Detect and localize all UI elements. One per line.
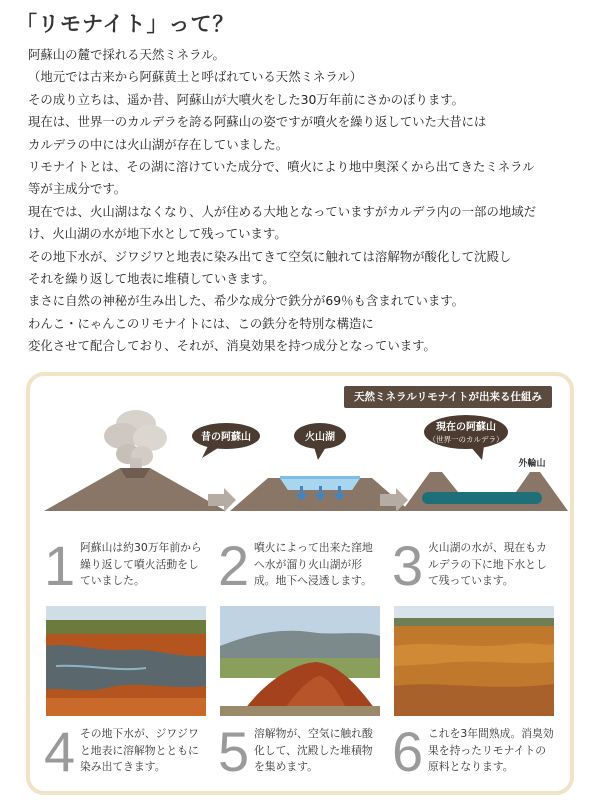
bubble-label-lake: 火山湖 [305,432,335,443]
intro-line: その地下水が、ジワジワと地表に染み出てきて空気に触れては溶解物が酸化して沈殿し [28,248,512,264]
step-2 [218,534,384,598]
intro-line: 等が主成分です。 [28,181,127,197]
photo-limonite-field [394,606,554,716]
current-caldera-illustration [402,472,568,511]
outer-rim-label: 外輪山 [518,459,546,469]
bubble-sublabel-current-aso: （世界一のカルデラ） [428,435,504,444]
intro-line: け、火山湖の水が地下水として残っています。 [28,226,287,242]
page-title: 「リモナイト」って？ [16,12,235,36]
photo-groundwater-seeping [46,606,206,716]
formation-panel [26,372,574,795]
step-text: 噴火によって出来た窪地へ水が溜り火山湖が形成。地下へ浸透します。 [254,541,373,587]
bubble-label-old-aso: 昔の阿蘇山 [201,432,251,443]
step-text: 阿蘇山は約30万年前から繰り返して噴火活動をしていました。 [80,541,202,587]
step-number: 1 [44,534,76,597]
intro-text [28,44,592,358]
step-text: これを3年間熟成。消臭効果を持ったリモナイトの原料となります。 [428,727,554,773]
intro-line: まさに自然の神秘が生み出した、希少な成分で鉄分が69％も含まれています。 [28,293,465,309]
intro-line: 現在では、火山湖はなくなり、人が住める大地となっていますがカルデラ内の一部の地域だ [28,203,537,219]
intro-line: （地元では古来から阿蘇黄土と呼ばれている天然ミネラル） [28,69,363,85]
intro-line: リモナイトとは、その湖に溶けていた成分で、噴火により地中奥深くから出てきたミネラル [28,159,535,175]
step-text: その地下水が、ジワジワと地表に溶解物とともに染み出てきます。 [80,727,199,773]
step-number: 3 [392,534,424,597]
intro-line: それを繰り返して地表に堆積していきます。 [28,271,275,287]
bubble-label-current-aso: 現在の阿蘇山 [436,422,496,433]
step-4 [44,720,210,784]
step-text: 火山湖の水が、現在もカルデラの下に地下水として残っています。 [428,541,547,587]
intro-line: カルデラの中には火山湖が存在していました。 [28,136,289,152]
intro-line: わんこ・にゃんこのリモナイトには、この鉄分を特別な構造に [28,315,374,331]
intro-line: 現在は、世界一のカルデラを誇る阿蘇山の姿ですが噴火を繰り返していた大昔には [28,114,487,130]
step-number: 4 [44,720,76,783]
step-1 [44,534,210,598]
panel-badge: 天然ミネラルリモナイトが出来る仕組み [344,386,552,408]
step-number: 2 [218,534,250,597]
intro-line: 変化させて配合しており、それが、消臭効果を持つ成分となっています。 [28,338,436,354]
intro-line: その成り立ちは、遥か昔、阿蘇山が大噴火をした30万年前にさかのぼります。 [28,91,465,107]
step-number: 6 [392,720,424,783]
intro-line: 阿蘇山の麓で採れる天然ミネラル。 [28,47,225,62]
step-number: 5 [218,720,250,783]
step-5 [218,720,384,784]
erupting-volcano-illustration [44,410,226,511]
step-text: 溶解物が、空気に触れ酸化して、沈殿した堆積物を集めます。 [254,727,373,773]
step-3 [392,534,558,598]
step-6 [392,720,558,784]
formation-illustration [30,406,570,526]
photo-sediment-pile [220,606,380,716]
